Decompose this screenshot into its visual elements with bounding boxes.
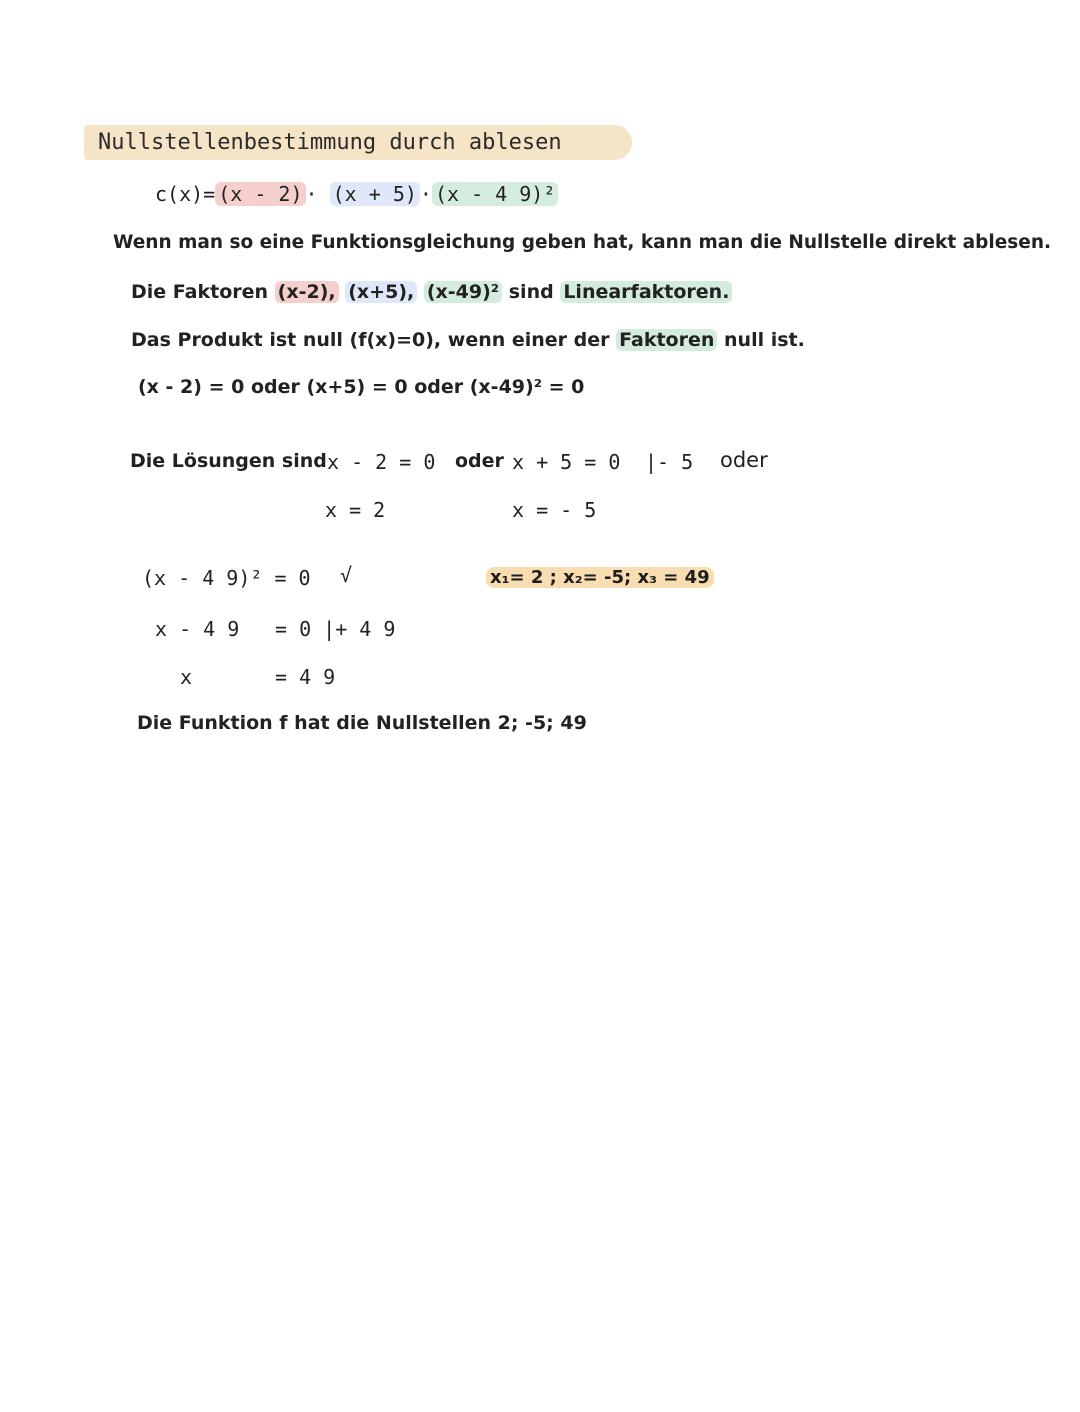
function-equation bbox=[155, 182, 558, 206]
page-title: Nullstellenbestimmung durch ablesen bbox=[84, 125, 632, 160]
third-factor-eq: (x - 4 9)² = 0 bbox=[142, 566, 311, 590]
product-suffix: null ist. bbox=[724, 329, 805, 351]
step2-lhs: x bbox=[180, 665, 193, 689]
root-op: √ bbox=[340, 563, 353, 587]
product-prefix: Das Produkt ist null (f(x)=0), wenn einer der bbox=[131, 329, 610, 351]
factors-prefix: Die Faktoren bbox=[131, 281, 269, 303]
dot-1: · bbox=[305, 182, 318, 206]
factor-3-label: (x-49)² bbox=[424, 281, 502, 303]
oder-1: oder bbox=[455, 450, 504, 472]
factor-1: (x - 2) bbox=[215, 182, 305, 206]
equation-lhs: c(x)= bbox=[155, 182, 216, 206]
summary-x1: x₁= 2 ; bbox=[490, 567, 557, 588]
solution-eq-2: x + 5 = 0 bbox=[512, 450, 621, 474]
intro-text: Wenn man so eine Funktionsgleichung geben hat, kann man die Nullstelle direkt ablesen. bbox=[113, 232, 1052, 253]
factor-2-label: (x+5), bbox=[345, 281, 417, 303]
linearfaktoren-term: Linearfaktoren. bbox=[560, 281, 732, 303]
solutions-label: Die Lösungen sind bbox=[130, 450, 327, 472]
factor-1-label: (x-2), bbox=[275, 281, 339, 303]
summary-x2: x₂= -5; bbox=[563, 567, 632, 588]
solution-res-2: x = - 5 bbox=[512, 498, 597, 522]
oder-2: oder bbox=[720, 448, 768, 472]
solution-res-1: x = 2 bbox=[325, 498, 386, 522]
product-line bbox=[131, 329, 805, 351]
solution-eq-1: x - 2 = 0 bbox=[327, 450, 436, 474]
dot-2: · bbox=[419, 182, 432, 206]
step2-rhs: = 4 9 bbox=[275, 665, 336, 689]
conditions-line: (x - 2) = 0 oder (x+5) = 0 oder (x-49)² = 0 bbox=[138, 376, 585, 398]
solution-summary bbox=[486, 567, 714, 588]
faktoren-term: Faktoren bbox=[616, 329, 717, 351]
summary-x3: x₃ = 49 bbox=[637, 567, 710, 588]
summary-box bbox=[486, 567, 714, 588]
factor-2: (x + 5) bbox=[330, 182, 420, 206]
solution-op-2: |- 5 bbox=[645, 450, 694, 474]
factors-mid: sind bbox=[508, 281, 554, 303]
conclusion: Die Funktion f hat die Nullstellen 2; -5; 49 bbox=[137, 712, 587, 734]
step1-rhs: = 0 |+ 4 9 bbox=[275, 617, 396, 641]
factor-3: (x - 4 9)² bbox=[432, 182, 558, 206]
step1-lhs: x - 4 9 bbox=[155, 617, 240, 641]
factors-line bbox=[131, 281, 732, 303]
